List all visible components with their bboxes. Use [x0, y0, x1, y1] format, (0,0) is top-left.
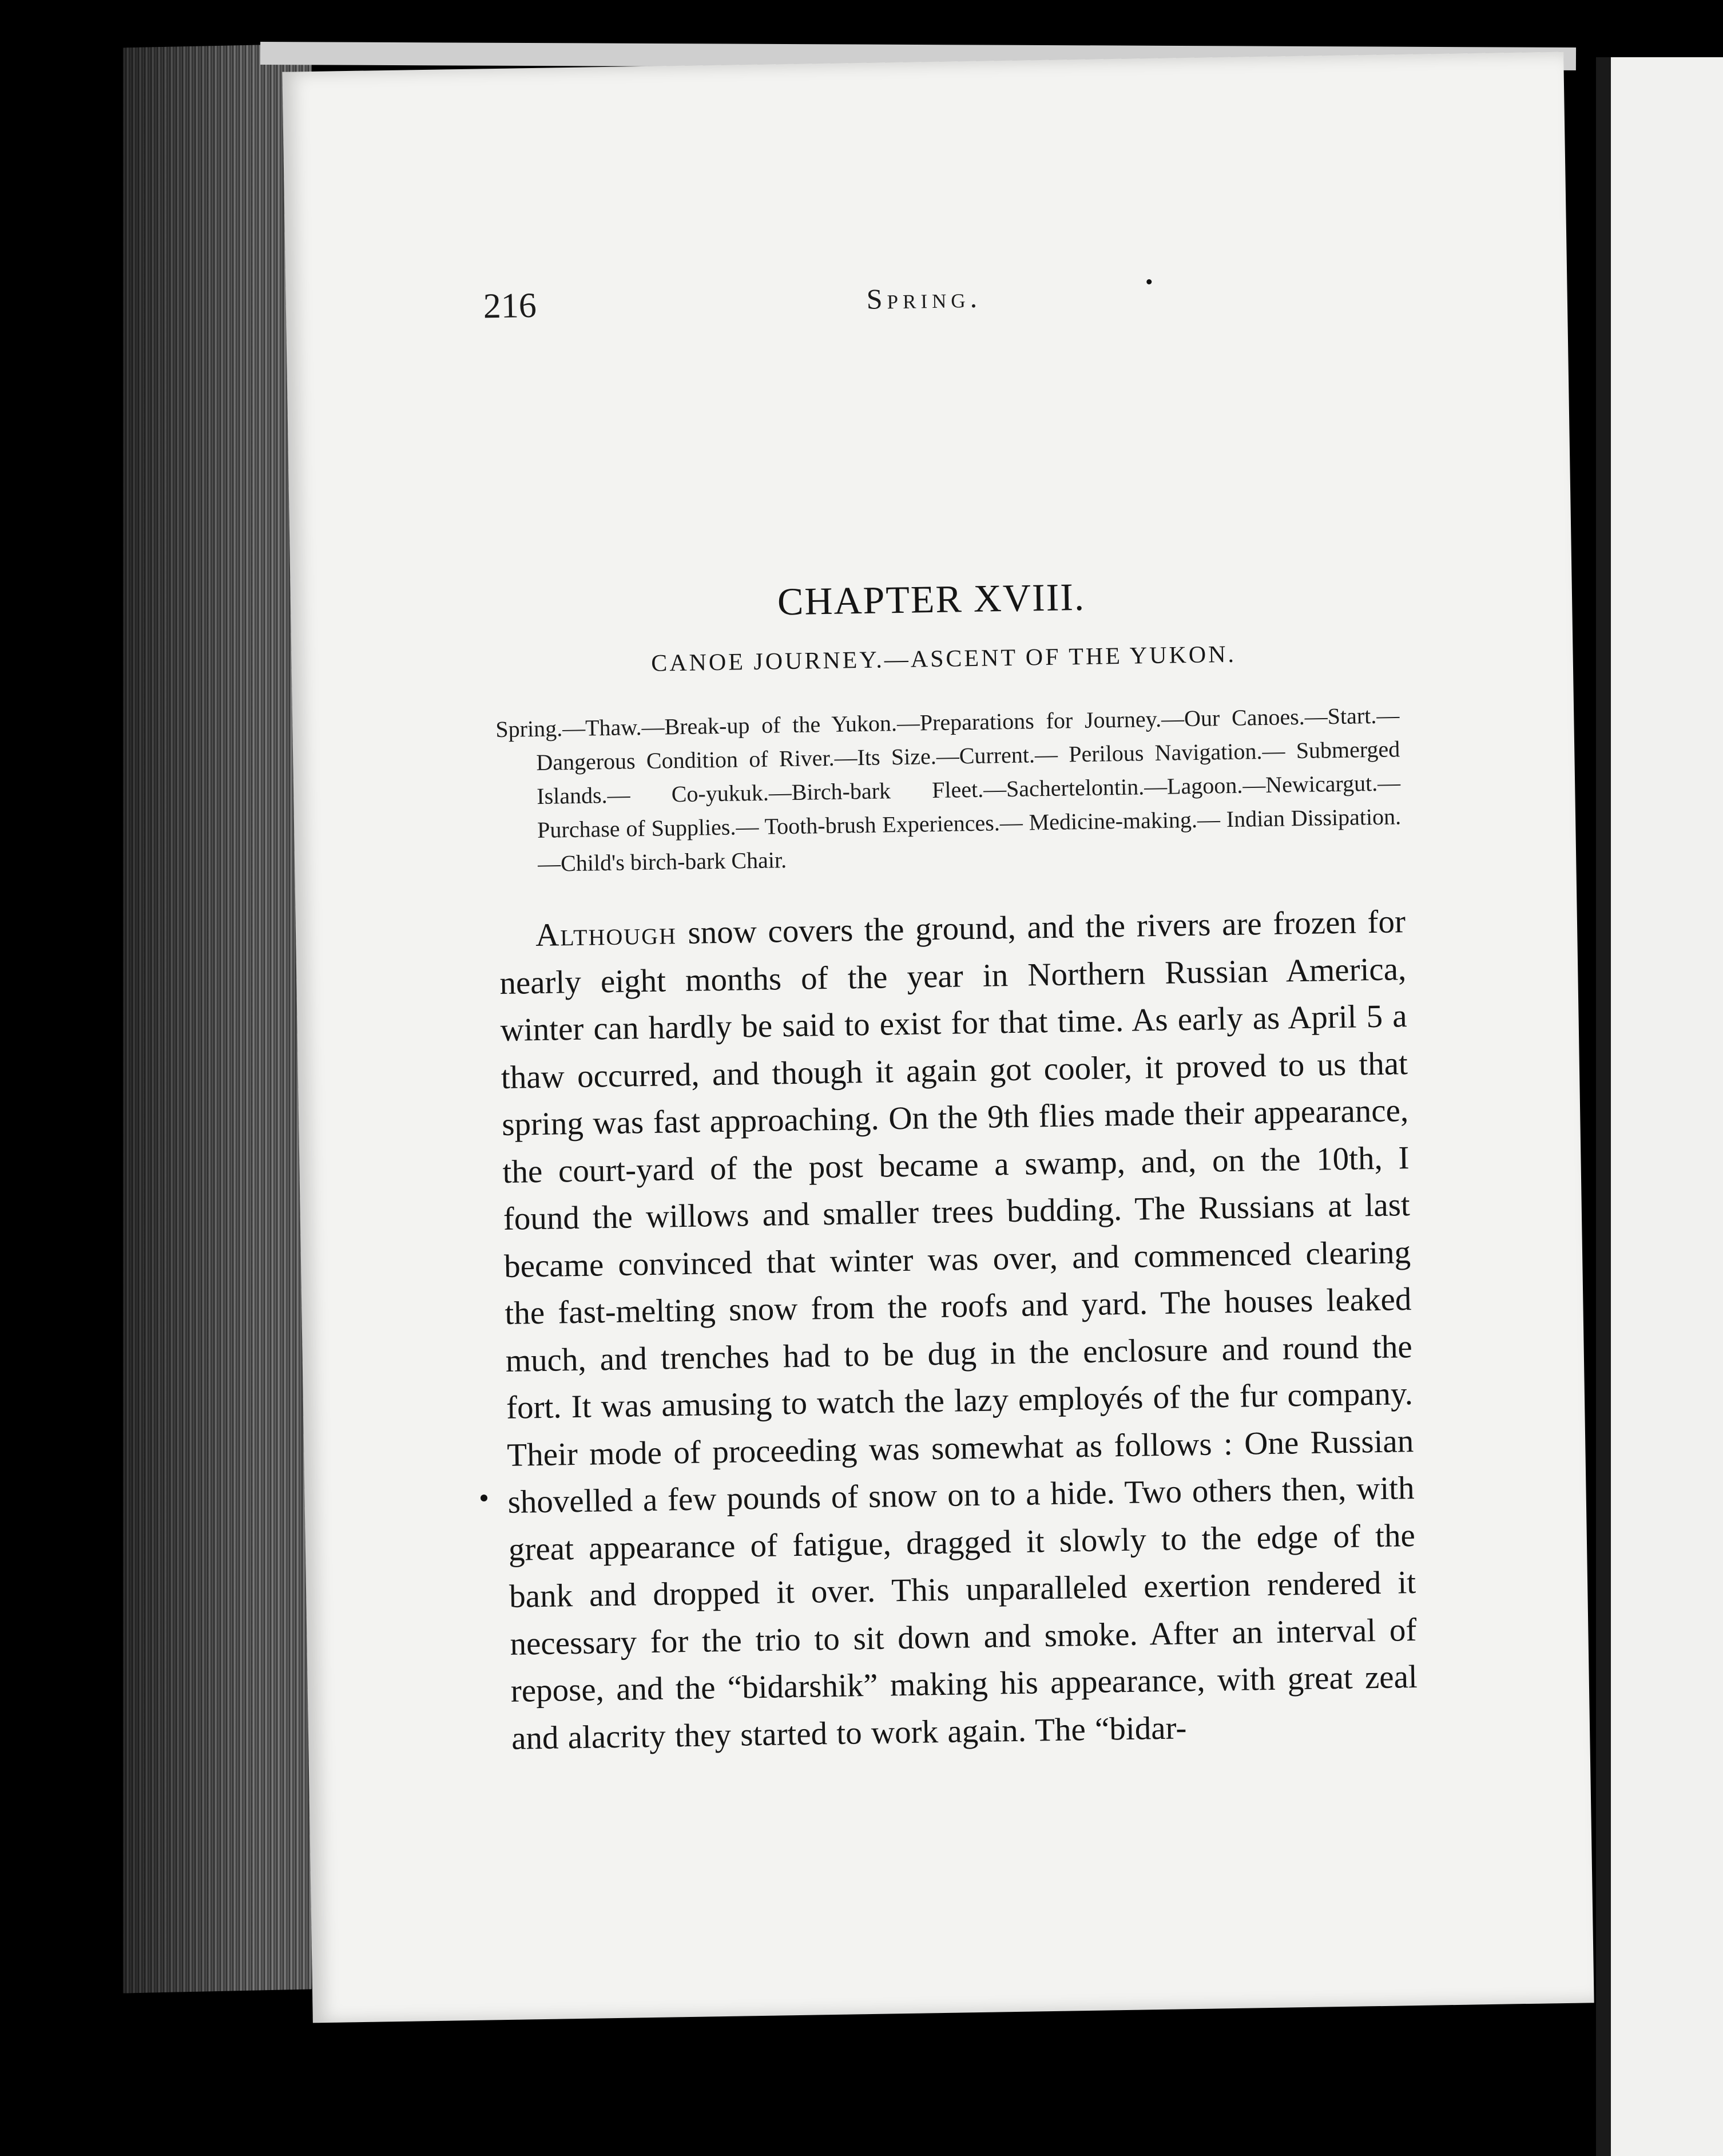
facing-page-edge	[1596, 57, 1723, 2156]
synopsis-text: Spring.—Thaw.—Break-up of the Yukon.—Preparations for Journey.—Our Canoes.—Start.—Dangerous Condition of River.—Its Size.—Current.— Perilous Navigation.— Submerged Islands.— Co-yukuk.—Birch-bark Fleet.—Sachertelontin.—Lagoon.—Newicargut.—Purchase of Supplies.— Tooth-brush Experiences.— Medicine-making.— Indian Dissipation.—Child's birch-bark Chair.	[495, 702, 1402, 877]
paragraph-text: snow covers the ground, and the rivers are frozen for nearly eight months of the year in Northern Russian America, winter can hardly be said to exist for that time. As early as April 5 a thaw occurred, and though it again got cooler, it proved to us that spring was fast approaching. On the 9th flies made their appearance, the court-yard of the post became a swamp, and, on the 10th, I found the willows and smaller trees budding. The Russians at last became convinced that winter was over, and commenced clearing the fast-melting snow from the roofs and yard. The houses leaked much, and trenches had to be dug in the enclosure and round the fort. It was amusing to watch the lazy employés of the fur company. Their mode of proceeding was somewhat as follows : One Russian shovelled a few pounds of snow on to a hide. Two others then, with great appearance of fatigue, dragged it slowly to the edge of the bank and dropped it over. This unparalleled exertion rendered it necessary for the trio to sit down and smoke. After an interval of repose, and the “bidarshik” making his appearance, with great zeal and alacrity they started to work again. The “bidar-	[499, 903, 1418, 1757]
chapter-synopsis	[495, 698, 1402, 881]
margin-ink-dot	[481, 1495, 487, 1501]
page-number: 216	[483, 286, 537, 326]
book-page	[282, 52, 1594, 2023]
lead-word: Although	[535, 915, 677, 954]
chapter-subtitle: CANOE JOURNEY.—ASCENT OF THE YUKON.	[650, 641, 1237, 677]
body-paragraph	[498, 898, 1418, 1762]
header-ink-dot	[1146, 279, 1152, 284]
running-head-title: Spring.	[866, 281, 982, 315]
running-head	[483, 269, 1570, 326]
chapter-title: CHAPTER XVIII.	[777, 574, 1086, 624]
page-edges	[123, 44, 312, 1993]
